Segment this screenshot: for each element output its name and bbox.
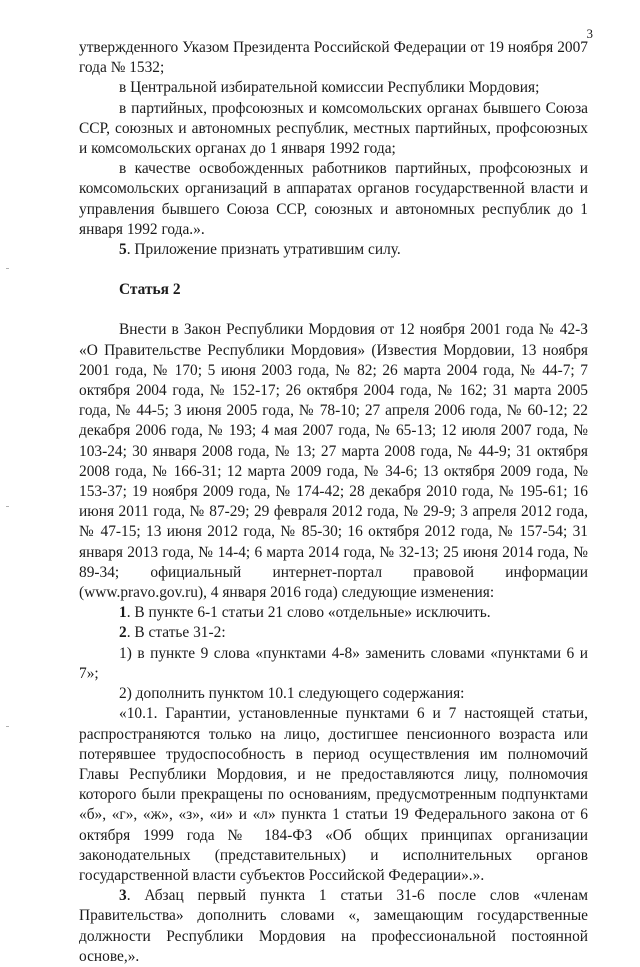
point-1 (79, 603, 588, 623)
margin-mark (6, 726, 9, 727)
point-3 (79, 886, 588, 967)
item-text: . Приложение признать утратившим силу. (126, 241, 401, 259)
article-heading: Статья 2 (119, 281, 181, 299)
point-text: . В пункте 6-1 статьи 21 слово «отдельные» исключить. (126, 604, 491, 622)
paragraph: в Центральной избирательной комиссии Республики Мордовия; (119, 79, 540, 97)
margin-mark (6, 268, 9, 269)
item-5 (79, 240, 588, 260)
paragraph: в качестве освобожденных работников партийных, профсоюзных и комсомольских организаций в аппаратах органов государственной власти и управления бывшего Союза ССР, союзных и автономных республик до 1 января 1992 года.». (79, 160, 588, 238)
point-text: . Абзац первый пункта 1 статьи 31-6 после слов «членам Правительства» дополнить словами «, замещающим государственные должности Республики Мордовия на профессиональной постоянной основе,». (79, 887, 588, 965)
quoted-text: «10.1. Гарантии, установленные пунктами 6 и 7 настоящей статьи, распространяются только на лицо, достигшее пенсионного возраста или потерявшее трудоспособность в период осуществления им полномочий Главы Республики Мордовия, и не предоставляются лицу, полномочия которого были прекращены по основаниям, предусмотренным подпунктами «б», «г», «ж», «з», «и» и «л» пункта 1 статьи 19 Федерального закона от 6 октября 1999 года № 184-ФЗ «Об общих принципах организации законодательных (представительных) и исполнительных органов государственной власти субъектов Российской Федерации».». (79, 705, 588, 884)
subpoint-2: 2) дополнить пунктом 10.1 следующего содержания: (119, 685, 465, 703)
point-number: 3 (119, 887, 127, 905)
document-body (79, 38, 588, 967)
paragraph: в партийных, профсоюзных и комсомольских органах бывшего Союза ССР, союзных и автономных республик, местных партийных, профсоюзных и комсомольских органах до 1 января 1992 года; (79, 99, 588, 158)
page-number: 3 (586, 26, 593, 41)
point-text: . В статье 31-2: (126, 624, 226, 642)
subpoint-1: 1) в пункте 9 слова «пунктами 4-8» заменить словами «пунктами 6 и 7»; (79, 644, 588, 682)
point-number: 2 (119, 624, 127, 642)
paragraph: Внести в Закон Республики Мордовия от 12 ноября 2001 года № 42-З «О Правительстве Республики Мордовия» (Известия Мордовии, 13 ноября 2001 года, № 170; 5 июня 2003 года, № 82; 26 марта 2004 года, № 44-7; 7 октября 2004 года, № 152-17; 26 октября 2004 года, № 162; 31 марта 2005 года, № 44-5; 3 июня 2005 года, № 78-10; 27 апреля 2006 года, № 60-12; 22 декабря 2006 года, № 193; 4 мая 2007 года, № 65-13; 12 июля 2007 года, № 103-24; 30 января 2008 года, № 13; 27 марта 2008 года, № 44-9; 31 октября 2008 года, № 166-31; 12 марта 2009 года, № 34-6; 13 октября 2009 года, № 153-37; 19 ноября 2009 года, № 174-42; 28 декабря 2010 года, № 195-61; 16 июня 2011 года, № 87-29; 29 февраля 2012 года, № 29-9; 3 апреля 2012 года, № 47-15; 13 июня 2012 года, № 85-30; 16 октября 2012 года, № 157-54; 31 января 2013 года, № 14-4; 6 марта 2014 года, № 32-13; 25 июня 2014 года, № 89-34; официальный интернет-портал правовой информации (www.pravo.gov.ru), 4 января 2016 года) следующие изменения: (79, 321, 588, 602)
point-2 (79, 623, 588, 643)
point-number: 1 (119, 604, 127, 622)
item-number: 5 (119, 241, 127, 259)
paragraph: утвержденного Указом Президента Российской Федерации от 19 ноября 2007 года № 1532; (79, 39, 588, 77)
margin-mark (6, 506, 9, 507)
